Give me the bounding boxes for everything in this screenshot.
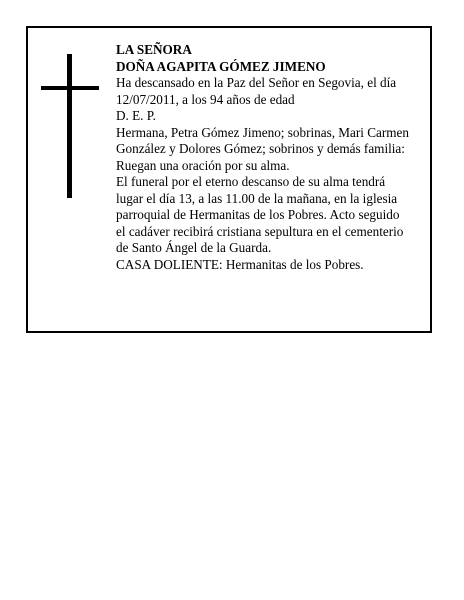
notice-line: Ruegan una oración por su alma. — [116, 157, 290, 173]
cross-icon — [41, 54, 99, 198]
notice-line: D. E. P. — [116, 108, 156, 123]
notice-line: 12/07/2011, a los 94 años de edad — [116, 91, 295, 107]
notice-heading: LA SEÑORA — [116, 42, 192, 57]
notice-line: Hermana, Petra Gómez Jimeno; sobrinas, Mari Carmen — [116, 124, 409, 140]
notice-line: CASA DOLIENTE: Hermanitas de los Pobres. — [116, 256, 364, 272]
notice-line: El funeral por el eterno descanso de su alma tendrá — [116, 174, 386, 189]
notice-line: lugar el día 13, a las 11.00 de la mañana, en la iglesia — [116, 190, 398, 206]
notice-text — [116, 42, 428, 273]
cross-vertical-bar — [67, 54, 72, 198]
notice-line: el cadáver recibirá cristiana sepultura en el cementerio — [116, 223, 404, 239]
notice-line: Ha descansado en la Paz del Señor en Segovia, el día — [116, 75, 397, 90]
deceased-name: DOÑA AGAPITA GÓMEZ JIMENO — [116, 58, 326, 74]
notice-line: parroquial de Hermanitas de los Pobres. Acto seguido — [116, 207, 400, 222]
notice-line: González y Dolores Gómez; sobrinos y demás familia: — [116, 141, 405, 156]
notice-line: de Santo Ángel de la Guarda. — [116, 240, 272, 255]
cross-horizontal-bar — [41, 86, 99, 90]
obituary-notice — [26, 26, 432, 333]
